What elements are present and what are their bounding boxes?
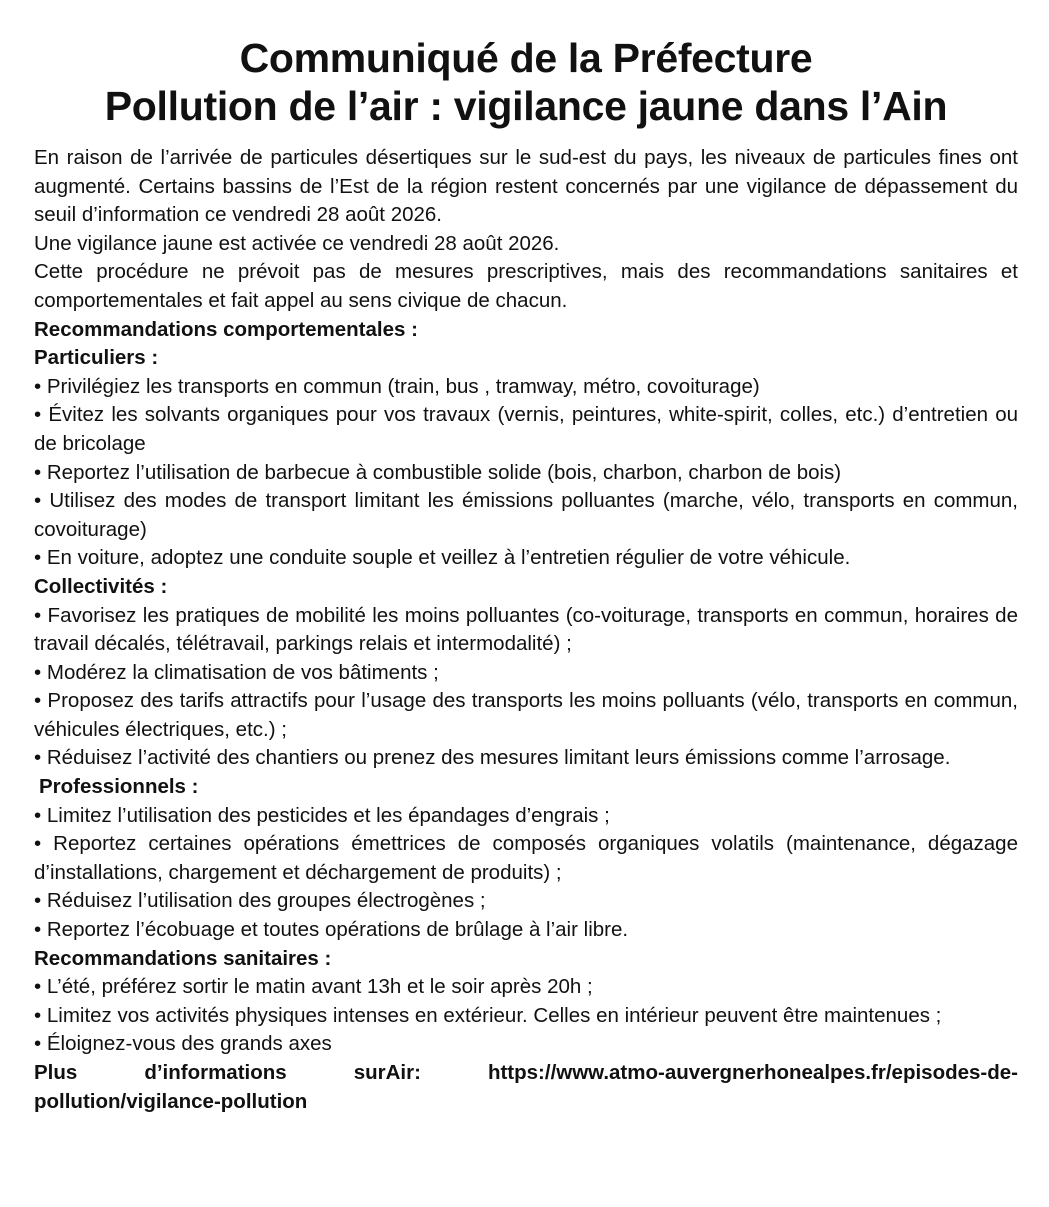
- individuals-heading: Particuliers :: [34, 346, 159, 370]
- list-item: • Limitez l’utilisation des pesticides et les épandages d’engrais ;: [34, 803, 610, 827]
- list-item: • Limitez vos activités physiques intenses en extérieur. Celles en intérieur peuvent être maintenues ;: [34, 1003, 942, 1027]
- intro-paragraph: Cette procédure ne prévoit pas de mesures prescriptives, mais des recommandations sanitaires et comportementales et fait appel au sens civique de chacun.: [34, 260, 1018, 312]
- list-item: • Reportez l’écobuage et toutes opérations de brûlage à l’air libre.: [34, 918, 629, 942]
- list-item: • Modérez la climatisation de vos bâtiments ;: [34, 660, 439, 684]
- list-item: • Privilégiez les transports en commun (train, bus , tramway, métro, covoiturage): [34, 374, 760, 398]
- list-item: • En voiture, adoptez une conduite souple et veillez à l’entretien régulier de votre véhicule.: [34, 546, 851, 570]
- intro-paragraph: En raison de l’arrivée de particules désertiques sur le sud-est du pays, les niveaux de particules fines ont augmenté. Certains bassins de l’Est de la région restent concernés par une vigilance de dépassement du seuil d’information ce vendredi 28 août 2026.: [34, 146, 1018, 227]
- list-item: • Évitez les solvants organiques pour vos travaux (vernis, peintures, white-spirit, colles, etc.) d’entretien ou de bricolage: [34, 403, 1018, 455]
- page-title: [34, 34, 1018, 130]
- title-line-1: Communiqué de la Préfecture: [239, 35, 813, 81]
- list-item: • Réduisez l’utilisation des groupes électrogènes ;: [34, 889, 486, 913]
- communities-heading: Collectivités :: [34, 574, 168, 598]
- list-item: • Utilisez des modes de transport limitant les émissions polluantes (marche, vélo, transports en commun, covoiturage): [34, 489, 1018, 541]
- list-item: • Favorisez les pratiques de mobilité les moins polluantes (co-voiturage, transports en commun, horaires de travail décalés, télétravail, parkings relais et intermodalité) ;: [34, 603, 1018, 656]
- list-item: • Réduisez l’activité des chantiers ou prenez des mesures limitant leurs émissions comme l’arrosage.: [34, 746, 951, 770]
- list-item: • Éloignez-vous des grands axes: [34, 1032, 332, 1056]
- list-item: • Reportez l’utilisation de barbecue à combustible solide (bois, charbon, charbon de bois): [34, 460, 842, 484]
- intro-paragraph: Une vigilance jaune est activée ce vendredi 28 août 2026.: [34, 231, 560, 255]
- health-heading: Recommandations sanitaires :: [34, 946, 332, 970]
- list-item: • Proposez des tarifs attractifs pour l’usage des transports les moins polluants (vélo, transports en commun, véhicules électriques, etc.) ;: [34, 689, 1018, 741]
- title-line-2: Pollution de l’air : vigilance jaune dans l’Ain: [104, 83, 948, 129]
- list-item: • L’été, préférez sortir le matin avant 13h et le soir après 20h ;: [34, 975, 593, 999]
- professionals-heading: Professionnels :: [39, 775, 199, 799]
- behavioral-heading: Recommandations comportementales :: [34, 317, 418, 341]
- more-info-footer: Plus d’informations surAir: https://www.atmo-auvergnerhonealpes.fr/episodes-de-pollution/vigilance-pollution: [34, 1061, 1018, 1113]
- list-item: • Reportez certaines opérations émettrices de composés organiques volatils (maintenance, dégazage d’installations, chargement et déchargement de produits) ;: [34, 832, 1018, 884]
- release-body: [34, 144, 1018, 1116]
